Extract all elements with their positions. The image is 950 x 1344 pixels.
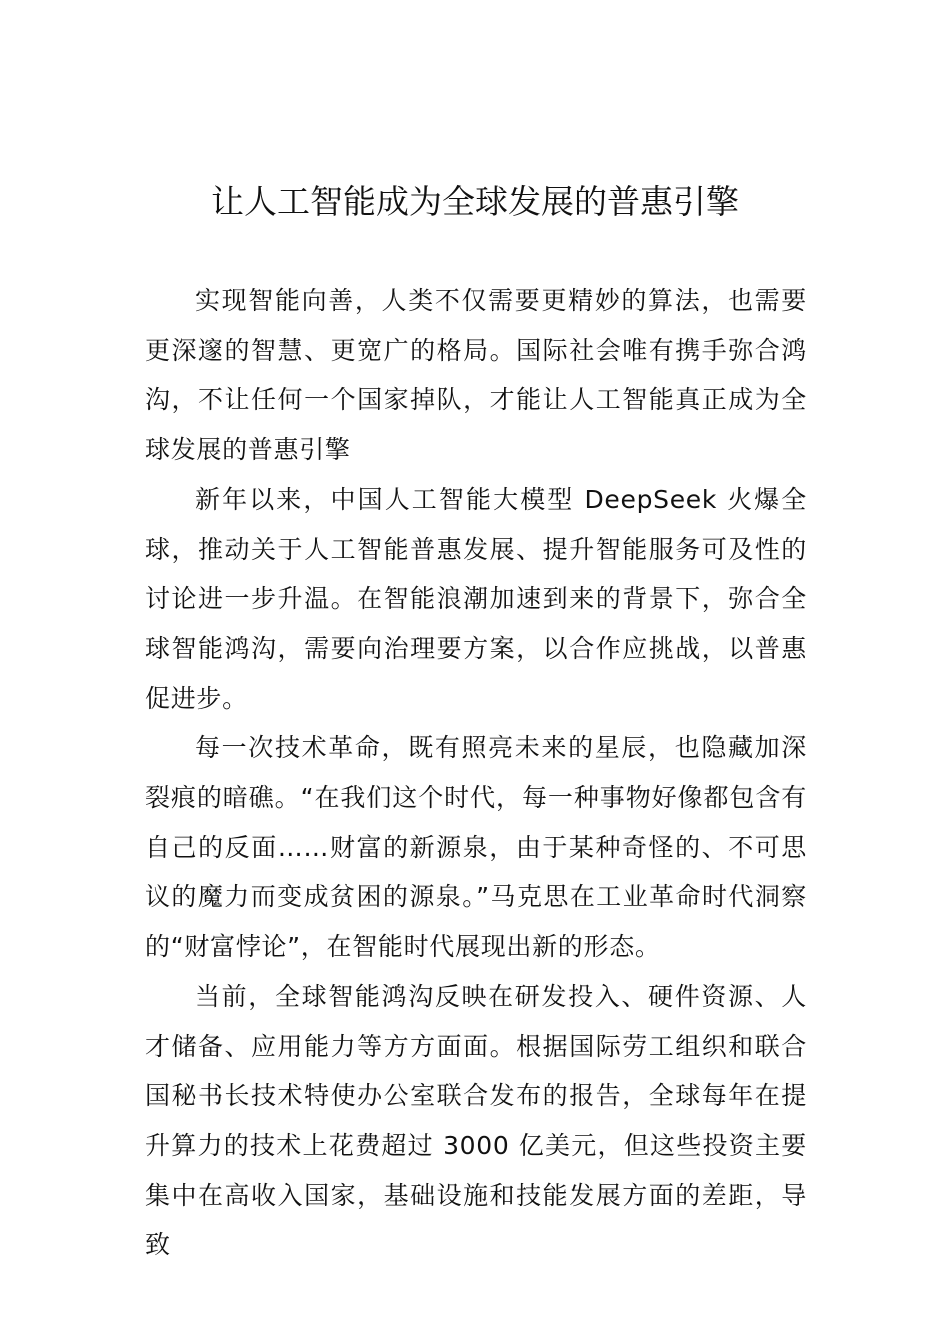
document-body (145, 276, 807, 1270)
document-title: 让人工智能成为全球发展的普惠引擎 (211, 182, 739, 221)
paragraph: 每一次技术革命，既有照亮未来的星辰，也隐藏加深裂痕的暗礁。“在我们这个时代，每一种事物好像都包含有自己的反面……财富的新源泉，由于某种奇怪的、不可思议的魔力而变成贫困的源泉。”马克思在工业革命时代洞察的“财富悖论”，在智能时代展现出新的形态。 (145, 733, 807, 962)
paragraph: 实现智能向善，人类不仅需要更精妙的算法，也需要更深邃的智慧、更宽广的格局。国际社会唯有携手弥合鸿沟，不让任何一个国家掉队，才能让人工智能真正成为全球发展的普惠引擎 (145, 286, 807, 465)
paragraph: 当前，全球智能鸿沟反映在研发投入、硬件资源、人才储备、应用能力等方方面面。根据国际劳工组织和联合国秘书长技术特使办公室联合发布的报告，全球每年在提升算力的技术上花费超过 3000 亿美元，但这些投资主要集中在高收入国家，基础设施和技能发展方面的差距，导致 (145, 981, 807, 1260)
paragraph: 新年以来，中国人工智能大模型 DeepSeek 火爆全球，推动关于人工智能普惠发展、提升智能服务可及性的讨论进一步升温。在智能浪潮加速到来的背景下，弥合全球智能鸿沟，需要向治理要方案，以合作应挑战，以普惠促进步。 (145, 484, 807, 713)
